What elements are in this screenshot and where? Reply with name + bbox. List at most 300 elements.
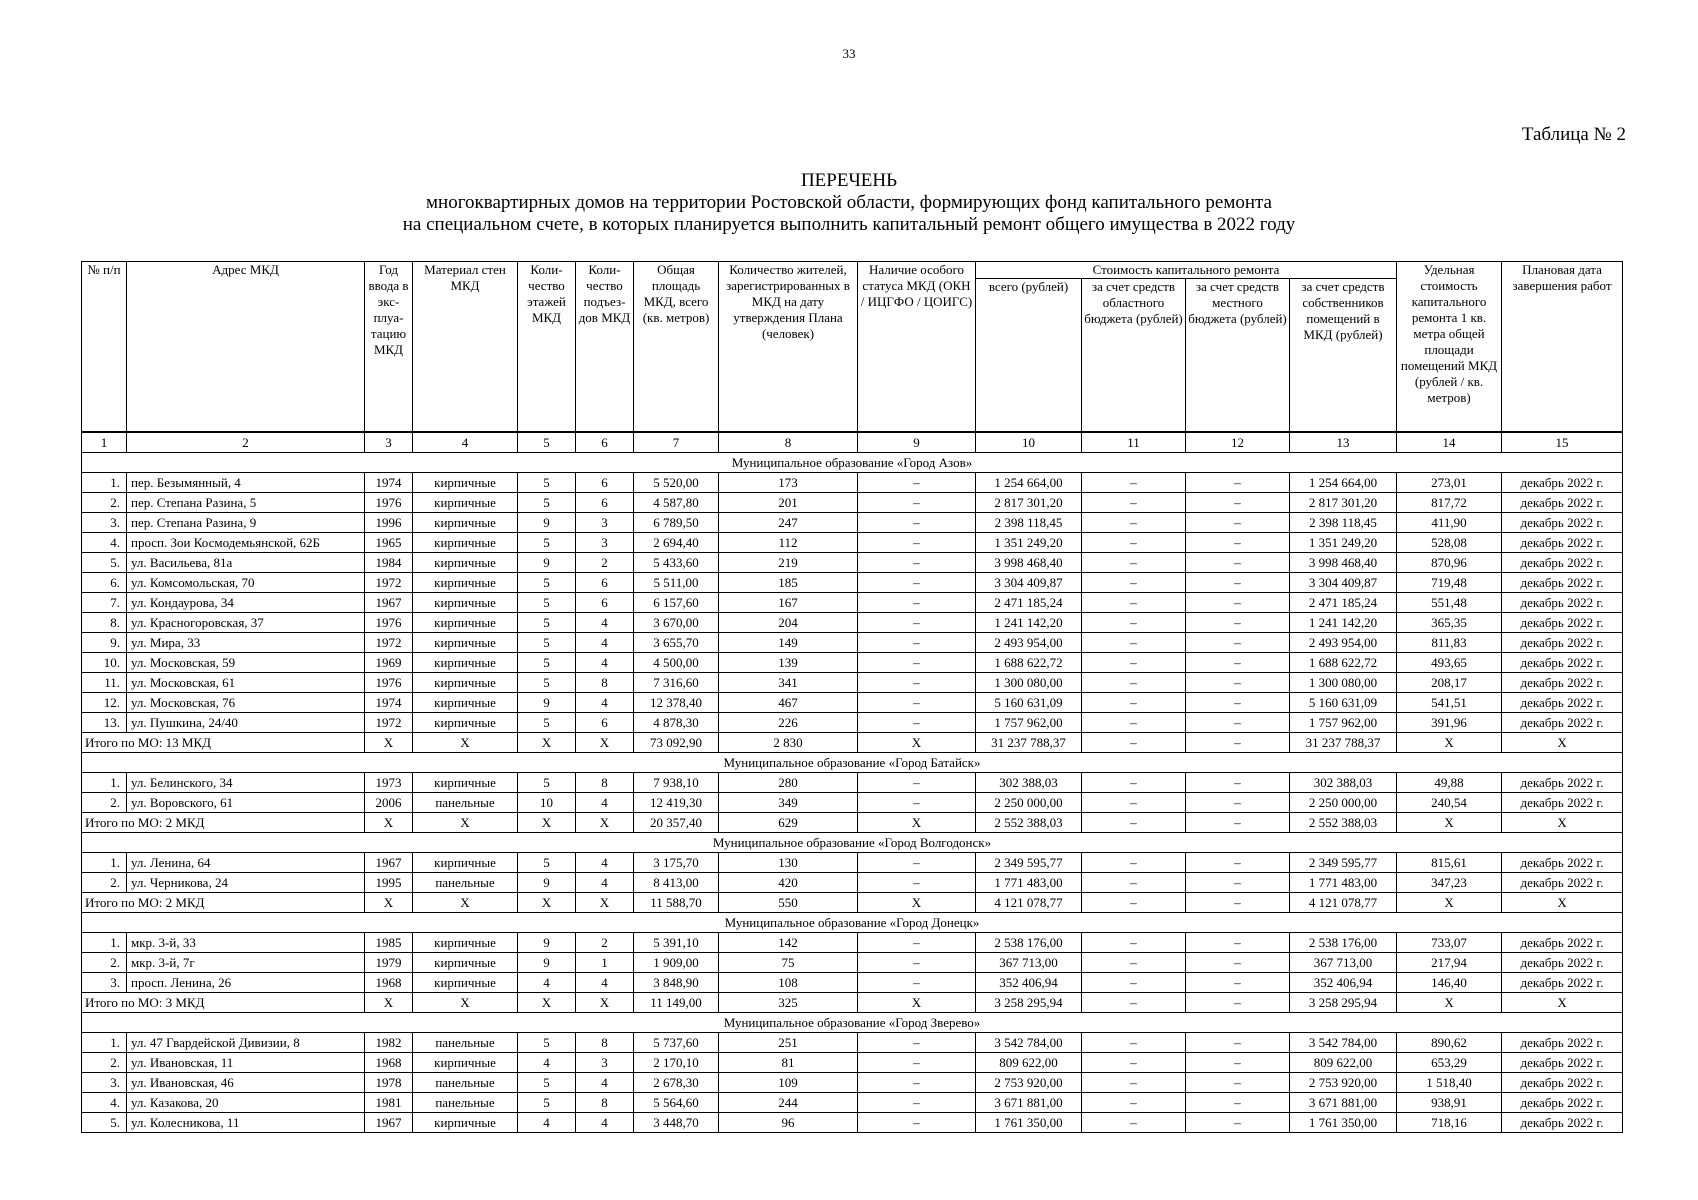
- total-cell: X: [858, 813, 976, 833]
- table-cell: 1 518,40: [1397, 1073, 1502, 1093]
- table-cell: 149: [719, 633, 858, 653]
- table-cell: 1972: [365, 573, 413, 593]
- table-cell: 391,96: [1397, 713, 1502, 733]
- table-cell: кирпичные: [413, 973, 518, 993]
- header-unit-cost: Удельная стоимость капитального ремонта 1 кв. метра общей площади помещений МКД (рублей / кв. метров): [1397, 262, 1502, 433]
- table-row: [82, 593, 1623, 613]
- table-cell: –: [1186, 1073, 1290, 1093]
- table-cell: декабрь 2022 г.: [1502, 653, 1623, 673]
- table-cell: 1967: [365, 1113, 413, 1133]
- table-cell: 1 688 622,72: [1290, 653, 1397, 673]
- table-cell: 1 300 080,00: [976, 673, 1082, 693]
- table-cell: ул. Воровского, 61: [127, 793, 365, 813]
- column-number: 3: [365, 432, 413, 453]
- table-cell: 5 520,00: [634, 473, 719, 493]
- table-cell: 2 493 954,00: [1290, 633, 1397, 653]
- table-cell: 5 564,60: [634, 1093, 719, 1113]
- table-cell: 1 761 350,00: [976, 1113, 1082, 1133]
- table-cell: –: [1186, 593, 1290, 613]
- table-cell: –: [858, 773, 976, 793]
- table-cell: ул. Казакова, 20: [127, 1093, 365, 1113]
- table-cell: 5 511,00: [634, 573, 719, 593]
- total-cell: 31 237 788,37: [1290, 733, 1397, 753]
- table-cell: кирпичные: [413, 633, 518, 653]
- total-cell: X: [1397, 813, 1502, 833]
- total-label: Итого по МО: 2 МКД: [82, 813, 365, 833]
- table-cell: 1.: [82, 1033, 127, 1053]
- table-cell: 352 406,94: [976, 973, 1082, 993]
- table-cell: 6: [576, 573, 634, 593]
- table-cell: –: [1082, 1033, 1186, 1053]
- total-cell: X: [1397, 893, 1502, 913]
- table-cell: –: [1082, 553, 1186, 573]
- column-number: 4: [413, 432, 518, 453]
- table-cell: декабрь 2022 г.: [1502, 713, 1623, 733]
- total-cell: 3 258 295,94: [1290, 993, 1397, 1013]
- table-cell: 3 671 881,00: [1290, 1093, 1397, 1113]
- table-cell: декабрь 2022 г.: [1502, 553, 1623, 573]
- total-cell: X: [1502, 893, 1623, 913]
- table-cell: 9.: [82, 633, 127, 653]
- total-cell: X: [1502, 993, 1623, 1013]
- table-cell: –: [1186, 1053, 1290, 1073]
- table-cell: декабрь 2022 г.: [1502, 1033, 1623, 1053]
- table-cell: –: [858, 1113, 976, 1133]
- table-cell: 201: [719, 493, 858, 513]
- table-cell: 347,23: [1397, 873, 1502, 893]
- table-cell: 5: [518, 1093, 576, 1113]
- table-cell: 5 160 631,09: [976, 693, 1082, 713]
- table-cell: ул. Ивановская, 46: [127, 1073, 365, 1093]
- table-cell: 4: [576, 693, 634, 713]
- table-cell: 142: [719, 933, 858, 953]
- total-cell: X: [518, 813, 576, 833]
- table-cell: 9: [518, 553, 576, 573]
- total-cell: X: [576, 893, 634, 913]
- table-cell: 7 316,60: [634, 673, 719, 693]
- table-label: Таблица № 2: [1521, 124, 1626, 145]
- column-number: 14: [1397, 432, 1502, 453]
- total-cell: X: [365, 893, 413, 913]
- total-cell: X: [576, 813, 634, 833]
- table-cell: –: [1186, 1113, 1290, 1133]
- column-number: 11: [1082, 432, 1186, 453]
- table-cell: 9: [518, 513, 576, 533]
- header-year: Год ввода в экс- плуа- тацию МКД: [365, 262, 413, 433]
- table-cell: 817,72: [1397, 493, 1502, 513]
- total-cell: X: [858, 733, 976, 753]
- total-cell: X: [365, 993, 413, 1013]
- table-cell: 5: [518, 633, 576, 653]
- table-cell: ул. Московская, 61: [127, 673, 365, 693]
- table-cell: 7.: [82, 593, 127, 613]
- header-cost-local: за счет средств местного бюджета (рублей): [1186, 279, 1290, 433]
- table-cell: 244: [719, 1093, 858, 1113]
- table-cell: –: [1082, 693, 1186, 713]
- table-cell: –: [858, 673, 976, 693]
- column-number: 15: [1502, 432, 1623, 453]
- municipality-row: [82, 453, 1623, 473]
- table-cell: декабрь 2022 г.: [1502, 633, 1623, 653]
- table-cell: 5: [518, 573, 576, 593]
- table-cell: 2 170,10: [634, 1053, 719, 1073]
- table-cell: –: [858, 1053, 976, 1073]
- total-cell: 31 237 788,37: [976, 733, 1082, 753]
- table-cell: 5 433,60: [634, 553, 719, 573]
- table-cell: 2 250 000,00: [1290, 793, 1397, 813]
- column-number: 5: [518, 432, 576, 453]
- table-cell: –: [1082, 793, 1186, 813]
- table-cell: 3 304 409,87: [1290, 573, 1397, 593]
- table-cell: 11.: [82, 673, 127, 693]
- table-cell: 4 500,00: [634, 653, 719, 673]
- table-cell: 1967: [365, 593, 413, 613]
- total-cell: –: [1186, 733, 1290, 753]
- table-cell: ул. Московская, 76: [127, 693, 365, 713]
- table-cell: 653,29: [1397, 1053, 1502, 1073]
- column-number: 7: [634, 432, 719, 453]
- table-cell: 1 909,00: [634, 953, 719, 973]
- table-row: [82, 553, 1623, 573]
- table-row: [82, 793, 1623, 813]
- table-cell: 733,07: [1397, 933, 1502, 953]
- header-status: Наличие особого статуса МКД (ОКН / ИЦГФО / ЦОИГС): [858, 262, 976, 433]
- table-cell: –: [1082, 613, 1186, 633]
- total-cell: 2 830: [719, 733, 858, 753]
- table-row: [82, 1033, 1623, 1053]
- table-cell: 541,51: [1397, 693, 1502, 713]
- table-cell: 5: [518, 653, 576, 673]
- table-cell: ул. Колесникова, 11: [127, 1113, 365, 1133]
- table-cell: декабрь 2022 г.: [1502, 973, 1623, 993]
- table-cell: 2 538 176,00: [1290, 933, 1397, 953]
- document-title: [0, 170, 1698, 236]
- table-row: [82, 873, 1623, 893]
- table-cell: декабрь 2022 г.: [1502, 573, 1623, 593]
- table-cell: 3 542 784,00: [1290, 1033, 1397, 1053]
- table-cell: 3: [576, 1053, 634, 1073]
- table-cell: 4: [576, 633, 634, 653]
- total-cell: X: [365, 813, 413, 833]
- table-cell: 112: [719, 533, 858, 553]
- table-row: [82, 613, 1623, 633]
- table-cell: 5: [518, 673, 576, 693]
- table-cell: 12 419,30: [634, 793, 719, 813]
- table-cell: 96: [719, 1113, 858, 1133]
- table-cell: –: [1186, 773, 1290, 793]
- table-cell: 1967: [365, 853, 413, 873]
- header-residents: Количество жителей, зарегистрированных в МКД на дату утверждения Плана (человек): [719, 262, 858, 433]
- total-cell: X: [413, 893, 518, 913]
- table-cell: 467: [719, 693, 858, 713]
- total-cell: X: [518, 993, 576, 1013]
- table-cell: –: [1082, 593, 1186, 613]
- table-cell: ул. Черникова, 24: [127, 873, 365, 893]
- table-cell: 3 998 468,40: [1290, 553, 1397, 573]
- table-cell: –: [1186, 713, 1290, 733]
- table-row: [82, 673, 1623, 693]
- table-cell: 8: [576, 1093, 634, 1113]
- table-cell: 167: [719, 593, 858, 613]
- total-cell: –: [1186, 893, 1290, 913]
- total-cell: 11 149,00: [634, 993, 719, 1013]
- table-cell: панельные: [413, 1033, 518, 1053]
- table-cell: 173: [719, 473, 858, 493]
- table-cell: 109: [719, 1073, 858, 1093]
- table-row: [82, 973, 1623, 993]
- municipality-row: [82, 913, 1623, 933]
- table-cell: –: [1082, 933, 1186, 953]
- table-cell: 3.: [82, 513, 127, 533]
- table-cell: –: [858, 493, 976, 513]
- table-cell: 3.: [82, 1073, 127, 1093]
- table-cell: 4: [576, 973, 634, 993]
- table-cell: 2.: [82, 493, 127, 513]
- table-cell: 204: [719, 613, 858, 633]
- table-cell: –: [858, 633, 976, 653]
- table-cell: –: [1186, 973, 1290, 993]
- table-row: [82, 953, 1623, 973]
- title-line-1: ПЕРЕЧЕНЬ: [800, 170, 898, 191]
- table-cell: 4 878,30: [634, 713, 719, 733]
- table-cell: –: [1082, 573, 1186, 593]
- table-cell: ул. Московская, 59: [127, 653, 365, 673]
- header-num: № п/п: [82, 262, 127, 433]
- table-cell: 217,94: [1397, 953, 1502, 973]
- table-cell: ул. Кондаурова, 34: [127, 593, 365, 613]
- table-cell: 365,35: [1397, 613, 1502, 633]
- table-cell: 146,40: [1397, 973, 1502, 993]
- table-cell: 4: [576, 1073, 634, 1093]
- table-cell: –: [858, 973, 976, 993]
- table-row: [82, 713, 1623, 733]
- table-cell: 3 655,70: [634, 633, 719, 653]
- table-cell: –: [1186, 673, 1290, 693]
- table-cell: –: [1082, 773, 1186, 793]
- municipality-title: Муниципальное образование «Город Зверево»: [82, 1013, 1623, 1033]
- table-cell: кирпичные: [413, 473, 518, 493]
- table-cell: –: [858, 693, 976, 713]
- table-cell: 1 757 962,00: [976, 713, 1082, 733]
- table-cell: 302 388,03: [976, 773, 1082, 793]
- table-cell: пер. Степана Разина, 9: [127, 513, 365, 533]
- table-row: [82, 1113, 1623, 1133]
- table-cell: 5.: [82, 553, 127, 573]
- table-cell: декабрь 2022 г.: [1502, 933, 1623, 953]
- total-cell: X: [576, 733, 634, 753]
- header-material: Материал стен МКД: [413, 262, 518, 433]
- table-cell: –: [1186, 853, 1290, 873]
- table-cell: –: [1082, 653, 1186, 673]
- table-cell: 7 938,10: [634, 773, 719, 793]
- table-cell: 2 753 920,00: [976, 1073, 1082, 1093]
- table-cell: –: [858, 1033, 976, 1053]
- table-cell: пер. Безымянный, 4: [127, 473, 365, 493]
- total-cell: X: [518, 733, 576, 753]
- table-cell: 5: [518, 493, 576, 513]
- table-cell: –: [1186, 493, 1290, 513]
- total-cell: 73 092,90: [634, 733, 719, 753]
- total-cell: –: [1186, 993, 1290, 1013]
- table-cell: –: [1082, 1113, 1186, 1133]
- table-cell: 5: [518, 533, 576, 553]
- table-cell: 2 817 301,20: [976, 493, 1082, 513]
- table-cell: 1 241 142,20: [1290, 613, 1397, 633]
- table-cell: 4: [518, 1113, 576, 1133]
- table-cell: 9: [518, 693, 576, 713]
- table-cell: –: [858, 853, 976, 873]
- table-cell: 4: [576, 873, 634, 893]
- table-cell: 2: [576, 553, 634, 573]
- table-cell: просп. Ленина, 26: [127, 973, 365, 993]
- table-cell: –: [1082, 673, 1186, 693]
- table-cell: 1 254 664,00: [976, 473, 1082, 493]
- table-cell: 9: [518, 953, 576, 973]
- table-cell: 1973: [365, 773, 413, 793]
- table-cell: –: [1082, 853, 1186, 873]
- table-cell: 1982: [365, 1033, 413, 1053]
- table-cell: 12 378,40: [634, 693, 719, 713]
- municipality-row: [82, 1013, 1623, 1033]
- table-cell: 1984: [365, 553, 413, 573]
- table-cell: 2: [576, 933, 634, 953]
- table-cell: 5: [518, 1073, 576, 1093]
- table-cell: 5: [518, 853, 576, 873]
- table-cell: 240,54: [1397, 793, 1502, 813]
- table-cell: мкр. 3-й, 33: [127, 933, 365, 953]
- table-cell: 719,48: [1397, 573, 1502, 593]
- table-cell: 2 349 595,77: [976, 853, 1082, 873]
- table-cell: 1979: [365, 953, 413, 973]
- table-cell: 13.: [82, 713, 127, 733]
- table-row: [82, 493, 1623, 513]
- table-cell: 2.: [82, 793, 127, 813]
- table-cell: 5: [518, 593, 576, 613]
- table-cell: декабрь 2022 г.: [1502, 613, 1623, 633]
- table-cell: 8 413,00: [634, 873, 719, 893]
- table-cell: –: [858, 653, 976, 673]
- table-cell: кирпичные: [413, 953, 518, 973]
- table-cell: 4.: [82, 1093, 127, 1113]
- table-cell: –: [1082, 633, 1186, 653]
- table-cell: –: [1186, 933, 1290, 953]
- total-row: [82, 993, 1623, 1013]
- total-cell: 4 121 078,77: [1290, 893, 1397, 913]
- table-cell: –: [1082, 873, 1186, 893]
- total-cell: X: [858, 893, 976, 913]
- table-row: [82, 773, 1623, 793]
- table-cell: декабрь 2022 г.: [1502, 473, 1623, 493]
- table-cell: 6: [576, 473, 634, 493]
- table-cell: 3: [576, 533, 634, 553]
- table-row: [82, 693, 1623, 713]
- table-cell: ул. Комсомольская, 70: [127, 573, 365, 593]
- table-cell: 2 250 000,00: [976, 793, 1082, 813]
- table-cell: 4 587,80: [634, 493, 719, 513]
- table-cell: 1 300 080,00: [1290, 673, 1397, 693]
- table-cell: 108: [719, 973, 858, 993]
- table-cell: 1.: [82, 473, 127, 493]
- header-floors: Коли- чество этажей МКД: [518, 262, 576, 433]
- table-cell: 5 160 631,09: [1290, 693, 1397, 713]
- header-cost-total: всего (рублей): [976, 279, 1082, 433]
- table-cell: панельные: [413, 1093, 518, 1113]
- table-cell: 1969: [365, 653, 413, 673]
- table-cell: 1 757 962,00: [1290, 713, 1397, 733]
- table-cell: –: [1186, 1093, 1290, 1113]
- table-cell: 1 761 350,00: [1290, 1113, 1397, 1133]
- total-cell: 2 552 388,03: [1290, 813, 1397, 833]
- table-body: [82, 432, 1623, 1133]
- table-cell: –: [1186, 653, 1290, 673]
- table-row: [82, 1093, 1623, 1113]
- municipality-row: [82, 833, 1623, 853]
- table-cell: панельные: [413, 873, 518, 893]
- table-cell: кирпичные: [413, 573, 518, 593]
- total-cell: X: [1397, 733, 1502, 753]
- table-cell: 1: [576, 953, 634, 973]
- total-cell: –: [1082, 733, 1186, 753]
- table-cell: –: [1186, 513, 1290, 533]
- column-number: 6: [576, 432, 634, 453]
- table-cell: –: [858, 713, 976, 733]
- table-cell: 1 771 483,00: [976, 873, 1082, 893]
- total-cell: X: [858, 993, 976, 1013]
- table-cell: 349: [719, 793, 858, 813]
- municipality-title: Муниципальное образование «Город Донецк»: [82, 913, 1623, 933]
- table-cell: кирпичные: [413, 673, 518, 693]
- table-cell: –: [1186, 693, 1290, 713]
- table-cell: –: [1186, 573, 1290, 593]
- table-cell: 5: [518, 473, 576, 493]
- table-cell: –: [858, 533, 976, 553]
- header-address: Адрес МКД: [127, 262, 365, 433]
- table-cell: 1976: [365, 673, 413, 693]
- table-cell: 251: [719, 1033, 858, 1053]
- table-cell: 185: [719, 573, 858, 593]
- table-cell: 3 304 409,87: [976, 573, 1082, 593]
- table-cell: декабрь 2022 г.: [1502, 513, 1623, 533]
- table-cell: 528,08: [1397, 533, 1502, 553]
- table-cell: 81: [719, 1053, 858, 1073]
- total-label: Итого по МО: 13 МКД: [82, 733, 365, 753]
- table-cell: 8.: [82, 613, 127, 633]
- header-cost-group: Стоимость капитального ремонта: [976, 262, 1397, 279]
- table-cell: декабрь 2022 г.: [1502, 533, 1623, 553]
- table-cell: 2 753 920,00: [1290, 1073, 1397, 1093]
- table-cell: 809 622,00: [1290, 1053, 1397, 1073]
- table-cell: –: [1082, 533, 1186, 553]
- table-cell: 5.: [82, 1113, 127, 1133]
- table-cell: ул. Мира, 33: [127, 633, 365, 653]
- table-cell: 1968: [365, 1053, 413, 1073]
- table-cell: 1965: [365, 533, 413, 553]
- table-cell: 1974: [365, 473, 413, 493]
- table-cell: декабрь 2022 г.: [1502, 793, 1623, 813]
- table-cell: мкр. 3-й, 7г: [127, 953, 365, 973]
- table-cell: –: [1186, 473, 1290, 493]
- table-cell: 1 254 664,00: [1290, 473, 1397, 493]
- column-number: 2: [127, 432, 365, 453]
- table-row: [82, 933, 1623, 953]
- table-cell: 4: [576, 653, 634, 673]
- table-cell: 9: [518, 933, 576, 953]
- table-cell: –: [1186, 613, 1290, 633]
- title-line-2: многоквартирных домов на территории Ростовской области, формирующих фонд капитального ремонта: [426, 192, 1272, 213]
- table-cell: 4: [576, 793, 634, 813]
- table-cell: 2.: [82, 953, 127, 973]
- table-cell: ул. Белинского, 34: [127, 773, 365, 793]
